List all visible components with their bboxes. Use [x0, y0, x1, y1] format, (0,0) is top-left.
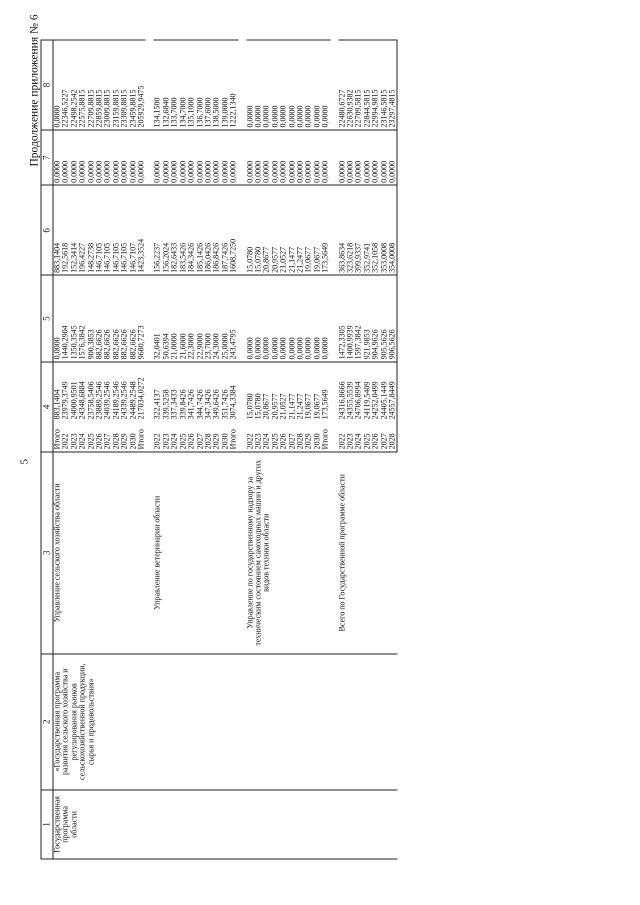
federal-cell: 0,0000	[53, 275, 62, 362]
year-label: 2026	[278, 433, 288, 450]
total-value: 15,0780	[245, 393, 255, 420]
regional-cell: 19,0677	[313, 185, 321, 275]
extra-budget-cell: 22630,9382	[347, 40, 355, 130]
total-value: 347,3426	[203, 389, 213, 420]
local-cell: 0,0000	[296, 130, 304, 185]
regional-cell: 185,1426	[196, 185, 204, 275]
federal-cell: 1440,2904	[62, 275, 70, 362]
total-value: 24000,9501	[69, 381, 79, 420]
local-cell: 0,0000	[196, 130, 204, 185]
total-value: 21,2477	[295, 393, 305, 420]
local-cell: 0,0000	[96, 130, 104, 185]
federal-cell: 882,6626	[112, 275, 120, 362]
federal-cell: 921,9853	[363, 275, 371, 362]
extra-budget-cell: 135,1000	[188, 40, 196, 130]
federal-cell: 23,7000	[204, 275, 212, 362]
total-value: 24189,2546	[111, 381, 121, 420]
total-value: 19,0677	[312, 393, 322, 420]
local-cell: 0,0000	[121, 130, 129, 185]
extra-budget-cell: 22859,8815	[96, 40, 104, 130]
regional-cell: 148,2738	[87, 185, 95, 275]
local-cell: 0,0000	[87, 130, 95, 185]
extra-budget-cell: 22709,8815	[87, 40, 95, 130]
federal-cell: 900,3853	[87, 275, 95, 362]
col-header-7: 7	[41, 130, 53, 185]
year-label: Итого	[320, 429, 330, 450]
year-label: 2025	[178, 433, 188, 450]
federal-cell: 0,0000	[305, 275, 313, 362]
total-value: 23979,3749	[60, 381, 70, 420]
extra-budget-cell: 23009,8815	[104, 40, 112, 130]
local-cell: 0,0000	[179, 130, 187, 185]
year-label: 2024	[353, 433, 363, 450]
federal-cell: 0,0000	[322, 275, 330, 362]
total-value: 20,8677	[261, 393, 271, 420]
federal-cell: 904,9626	[372, 275, 380, 362]
regional-cell: 15,0780	[246, 185, 254, 275]
year-label: 2026	[370, 433, 380, 450]
year-label: 2027	[379, 433, 389, 450]
federal-cell: 24,3000	[213, 275, 221, 362]
local-cell: 0,0000	[162, 130, 170, 185]
local-cell: 0,0000	[171, 130, 179, 185]
regional-cell: 883,1404	[53, 185, 62, 275]
federal-cell: 0,0000	[313, 275, 321, 362]
extra-budget-cell: 0,0000	[322, 40, 330, 130]
total-value: 349,6426	[211, 389, 221, 420]
year-label: 2023	[69, 433, 79, 450]
local-cell: 0,0000	[70, 130, 78, 185]
local-cell: 0,0000	[263, 130, 271, 185]
regional-cell: 15,0780	[254, 185, 262, 275]
total-value: 24039,2546	[102, 381, 112, 420]
year-label: 2023	[253, 433, 263, 450]
year-label: Итого	[136, 429, 146, 450]
total-value: 21,0527	[278, 393, 288, 420]
extra-budget-cell: 134,7000	[179, 40, 187, 130]
federal-cell: 0,0000	[263, 275, 271, 362]
regional-cell: 146,7105	[104, 185, 112, 275]
col-header-8: 8	[41, 40, 53, 130]
extra-budget-cell: 0,0000	[280, 40, 288, 130]
total-value: 217034,0272	[136, 377, 146, 420]
total-cell	[322, 362, 330, 452]
extra-budget-cell: 0,0000	[305, 40, 313, 130]
total-value: 23889,2546	[94, 381, 104, 420]
extra-budget-cell: 1222,1340	[230, 40, 238, 130]
regional-cell: 354,0008	[389, 185, 398, 275]
extra-budget-cell: 22480,6727	[338, 40, 346, 130]
regional-cell: 146,7105	[121, 185, 129, 275]
executor-cell: Управление по государственному надзору за техническим состоянием самоходных машин и других видов техники области	[246, 452, 330, 654]
year-label: 2028	[295, 433, 305, 450]
total-value: 24405,1449	[379, 381, 389, 420]
year-label: 2030	[312, 433, 322, 450]
extra-budget-cell: 136,7000	[196, 40, 204, 130]
local-cell: 0,0000	[204, 130, 212, 185]
extra-budget-cell: 0,0000	[288, 40, 296, 130]
regional-cell: 363,8634	[338, 185, 346, 275]
col-header-3: 3	[41, 452, 53, 654]
federal-cell: 32,0401	[154, 275, 162, 362]
federal-cell: 25,0000	[221, 275, 229, 362]
executor-cell: Всего по Государственной программе области	[338, 452, 397, 654]
year-label: 2028	[203, 433, 213, 450]
federal-cell: 0,0000	[296, 275, 304, 362]
total-value: 19,0677	[303, 393, 313, 420]
extra-budget-cell: 138,5000	[213, 40, 221, 130]
total-value: 337,3433	[169, 389, 179, 420]
year-label: 2029	[119, 433, 129, 450]
federal-cell: 9680,7273	[138, 275, 146, 362]
extra-budget-cell: 22994,9815	[372, 40, 380, 130]
local-cell: 0,0000	[138, 130, 146, 185]
total-value: 21,1477	[287, 393, 297, 420]
regional-cell: 353,0008	[380, 185, 388, 275]
total-value: 3074,3384	[228, 385, 238, 420]
total-value: 24119,5409	[362, 381, 372, 420]
local-cell: 0,0000	[305, 130, 313, 185]
year-label: 2024	[169, 433, 179, 450]
local-cell: 0,0000	[389, 130, 398, 185]
regional-cell: 20,8677	[263, 185, 271, 275]
regional-cell: 399,9337	[355, 185, 363, 275]
federal-cell: 1597,3842	[355, 275, 363, 362]
table-body	[53, 40, 397, 859]
year-label: 2023	[161, 433, 171, 450]
regional-cell: 323,6218	[347, 185, 355, 275]
year-label: 2030	[128, 433, 138, 450]
regional-cell: 156,2237	[154, 185, 162, 275]
total-value: 24252,0499	[370, 381, 380, 420]
total-value: 24316,8666	[337, 381, 347, 420]
regional-cell: 182,6433	[171, 185, 179, 275]
year-label: 2022	[245, 433, 255, 450]
local-cell: 0,0000	[338, 130, 346, 185]
year-label: 2024	[261, 433, 271, 450]
local-cell: 0,0000	[280, 130, 288, 185]
federal-cell: 0,0000	[288, 275, 296, 362]
year-label: 2029	[303, 433, 313, 450]
year-label: 2023	[345, 433, 355, 450]
federal-cell: 1472,3305	[338, 275, 346, 362]
year-label: 2028	[387, 433, 397, 450]
extra-budget-cell: 0,0000	[263, 40, 271, 130]
total-value: 24355,5539	[345, 381, 355, 420]
total-value: 339,8426	[178, 389, 188, 420]
year-label: 2022	[152, 433, 162, 450]
total-value: 24706,8994	[353, 381, 363, 420]
extra-budget-cell: 132,6840	[162, 40, 170, 130]
year-label: Итого	[52, 429, 62, 450]
regional-cell: 352,9741	[363, 185, 371, 275]
regional-cell: 186,0426	[204, 185, 212, 275]
federal-cell: 882,6626	[104, 275, 112, 362]
regional-cell: 173,5649	[322, 185, 330, 275]
local-cell: 0,0000	[355, 130, 363, 185]
local-cell: 0,0000	[188, 130, 196, 185]
regional-cell: 152,3414	[70, 185, 78, 275]
continuation-header: Продолжение приложения № 6	[28, 14, 41, 167]
col-header-5: 5	[41, 275, 53, 362]
total-value: 24489,2548	[128, 381, 138, 420]
year-label: 2026	[94, 433, 104, 450]
extra-budget-cell: 137,6000	[204, 40, 212, 130]
extra-budget-cell: 22575,8815	[79, 40, 87, 130]
local-cell: 0,0000	[221, 130, 229, 185]
total-value: 883,1404	[52, 389, 62, 420]
regional-cell: 21,1477	[288, 185, 296, 275]
year-label: Итого	[228, 429, 238, 450]
year-label: 2029	[211, 433, 221, 450]
year-label: 2027	[195, 433, 204, 450]
federal-cell: 906,5626	[389, 275, 398, 362]
federal-cell: 1576,3842	[79, 275, 87, 362]
year-label: 2025	[86, 433, 96, 450]
year-label: 2027	[287, 433, 297, 450]
budget-table	[41, 40, 398, 860]
local-cell: 0,0000	[230, 130, 238, 185]
total-value: 339,5258	[161, 389, 171, 420]
total-cell	[230, 362, 238, 452]
executor-cell: Управление сельского хозяйства области	[53, 452, 146, 654]
extra-budget-cell: 0,0000	[296, 40, 304, 130]
total-value: 24339,2546	[119, 381, 129, 420]
federal-cell: 21,0000	[171, 275, 179, 362]
federal-cell: 1400,9939	[347, 275, 355, 362]
year-label: 2024	[77, 433, 87, 450]
regional-cell: 20,9577	[271, 185, 279, 275]
total-value: 322,4137	[152, 389, 162, 420]
local-cell: 0,0000	[62, 130, 70, 185]
federal-cell: 22,9000	[196, 275, 204, 362]
local-cell: 0,0000	[154, 130, 162, 185]
regional-cell: 1423,3524	[138, 185, 146, 275]
extra-budget-cell: 0,0000	[313, 40, 321, 130]
extra-budget-cell: 22346,5227	[62, 40, 70, 130]
total-value: 351,7426	[220, 389, 230, 420]
year-label: 2022	[337, 433, 347, 450]
extra-budget-cell: 139,0000	[221, 40, 229, 130]
local-cell: 0,0000	[53, 130, 62, 185]
local-cell: 0,0000	[129, 130, 137, 185]
extra-budget-cell: 23309,8815	[121, 40, 129, 130]
federal-cell: 905,5626	[380, 275, 388, 362]
extra-budget-cell: 0,0000	[246, 40, 254, 130]
year-label: 2030	[220, 433, 230, 450]
regional-cell: 352,1058	[372, 185, 380, 275]
extra-budget-cell: 0,0000	[254, 40, 262, 130]
federal-cell: 0,0000	[280, 275, 288, 362]
executor-cell: Управление ветеринарии области	[154, 452, 238, 654]
extra-budget-cell: 133,7000	[171, 40, 179, 130]
federal-cell: 21,6000	[179, 275, 187, 362]
col-header-2: 2	[41, 654, 53, 790]
regional-cell: 156,2024	[162, 185, 170, 275]
regional-cell: 146,7107	[129, 185, 137, 275]
total-value: 173,5649	[320, 389, 330, 420]
year-label: 2028	[111, 433, 121, 450]
col-header-4: 4	[41, 362, 53, 452]
federal-cell: 22,3000	[188, 275, 196, 362]
local-cell: 0,0000	[288, 130, 296, 185]
federal-cell: 0,0000	[254, 275, 262, 362]
total-value: 23758,5406	[86, 381, 96, 420]
regional-cell: 1608,7250	[230, 185, 238, 275]
total-value: 341,7426	[186, 389, 196, 420]
federal-cell: 50,6394	[162, 275, 170, 362]
extra-budget-cell: 22844,5815	[363, 40, 371, 130]
local-cell: 0,0000	[79, 130, 87, 185]
local-cell: 0,0000	[372, 130, 380, 185]
regional-cell: 19,0677	[305, 185, 313, 275]
regional-cell: 146,7105	[112, 185, 120, 275]
local-cell: 0,0000	[363, 130, 371, 185]
local-cell: 0,0000	[322, 130, 330, 185]
regional-cell: 187,7426	[221, 185, 229, 275]
col-header-1: 1	[41, 790, 53, 859]
extra-budget-cell: 0,0000	[53, 40, 62, 130]
regional-cell: 186,8426	[213, 185, 221, 275]
extra-budget-cell: 134,1500	[154, 40, 162, 130]
total-cell	[389, 362, 398, 452]
local-cell: 0,0000	[104, 130, 112, 185]
total-cell	[138, 362, 146, 452]
federal-cell: 882,6626	[96, 275, 104, 362]
federal-cell: 882,6626	[129, 275, 137, 362]
year-label: 2026	[186, 433, 196, 450]
local-cell: 0,0000	[347, 130, 355, 185]
year-label: 2025	[362, 433, 372, 450]
header-row	[41, 40, 53, 859]
extra-budget-cell: 205929,9475	[138, 40, 146, 130]
year-label: 2027	[102, 433, 112, 450]
local-cell: 0,0000	[112, 130, 120, 185]
program-level-cell: Государственная программа области	[53, 790, 397, 859]
local-cell: 0,0000	[313, 130, 321, 185]
page-number: 5	[18, 459, 31, 465]
regional-cell: 196,4227	[79, 185, 87, 275]
regional-cell: 184,3426	[188, 185, 196, 275]
regional-cell: 192,5618	[62, 185, 70, 275]
rotated-sheet	[1, 0, 640, 905]
program-name-cell: «Государственная программа развития сельского хозяйства и регулирования рынков сельскохозяйственной продукции, сырья и продовольствия»	[53, 654, 397, 790]
local-cell: 0,0000	[380, 130, 388, 185]
federal-cell: 0,0000	[246, 275, 254, 362]
extra-budget-cell: 23159,8815	[112, 40, 120, 130]
regional-cell: 146,7105	[96, 185, 104, 275]
local-cell: 0,0000	[271, 130, 279, 185]
regional-cell: 183,5426	[179, 185, 187, 275]
extra-budget-cell: 22498,2542	[70, 40, 78, 130]
total-value: 344,7426	[195, 389, 204, 420]
extra-budget-cell: 23146,5815	[380, 40, 388, 130]
regional-cell: 21,0527	[280, 185, 288, 275]
federal-cell: 243,4795	[230, 275, 238, 362]
regional-cell: 21,2477	[296, 185, 304, 275]
local-cell: 0,0000	[246, 130, 254, 185]
total-value: 15,0780	[253, 393, 263, 420]
extra-budget-cell: 23459,8815	[129, 40, 137, 130]
year-label: 2025	[270, 433, 280, 450]
total-value: 24348,6884	[77, 381, 87, 420]
total-value: 24557,8449	[387, 381, 397, 420]
federal-cell: 0,0000	[271, 275, 279, 362]
extra-budget-cell: 0,0000	[271, 40, 279, 130]
extra-budget-cell: 23297,4815	[389, 40, 398, 130]
total-value: 20,9577	[270, 393, 280, 420]
local-cell: 0,0000	[254, 130, 262, 185]
federal-cell: 1350,3545	[70, 275, 78, 362]
col-header-6: 6	[41, 185, 53, 275]
extra-budget-cell: 22709,5815	[355, 40, 363, 130]
federal-cell: 882,6626	[121, 275, 129, 362]
local-cell: 0,0000	[213, 130, 221, 185]
year-label: 2022	[60, 433, 70, 450]
